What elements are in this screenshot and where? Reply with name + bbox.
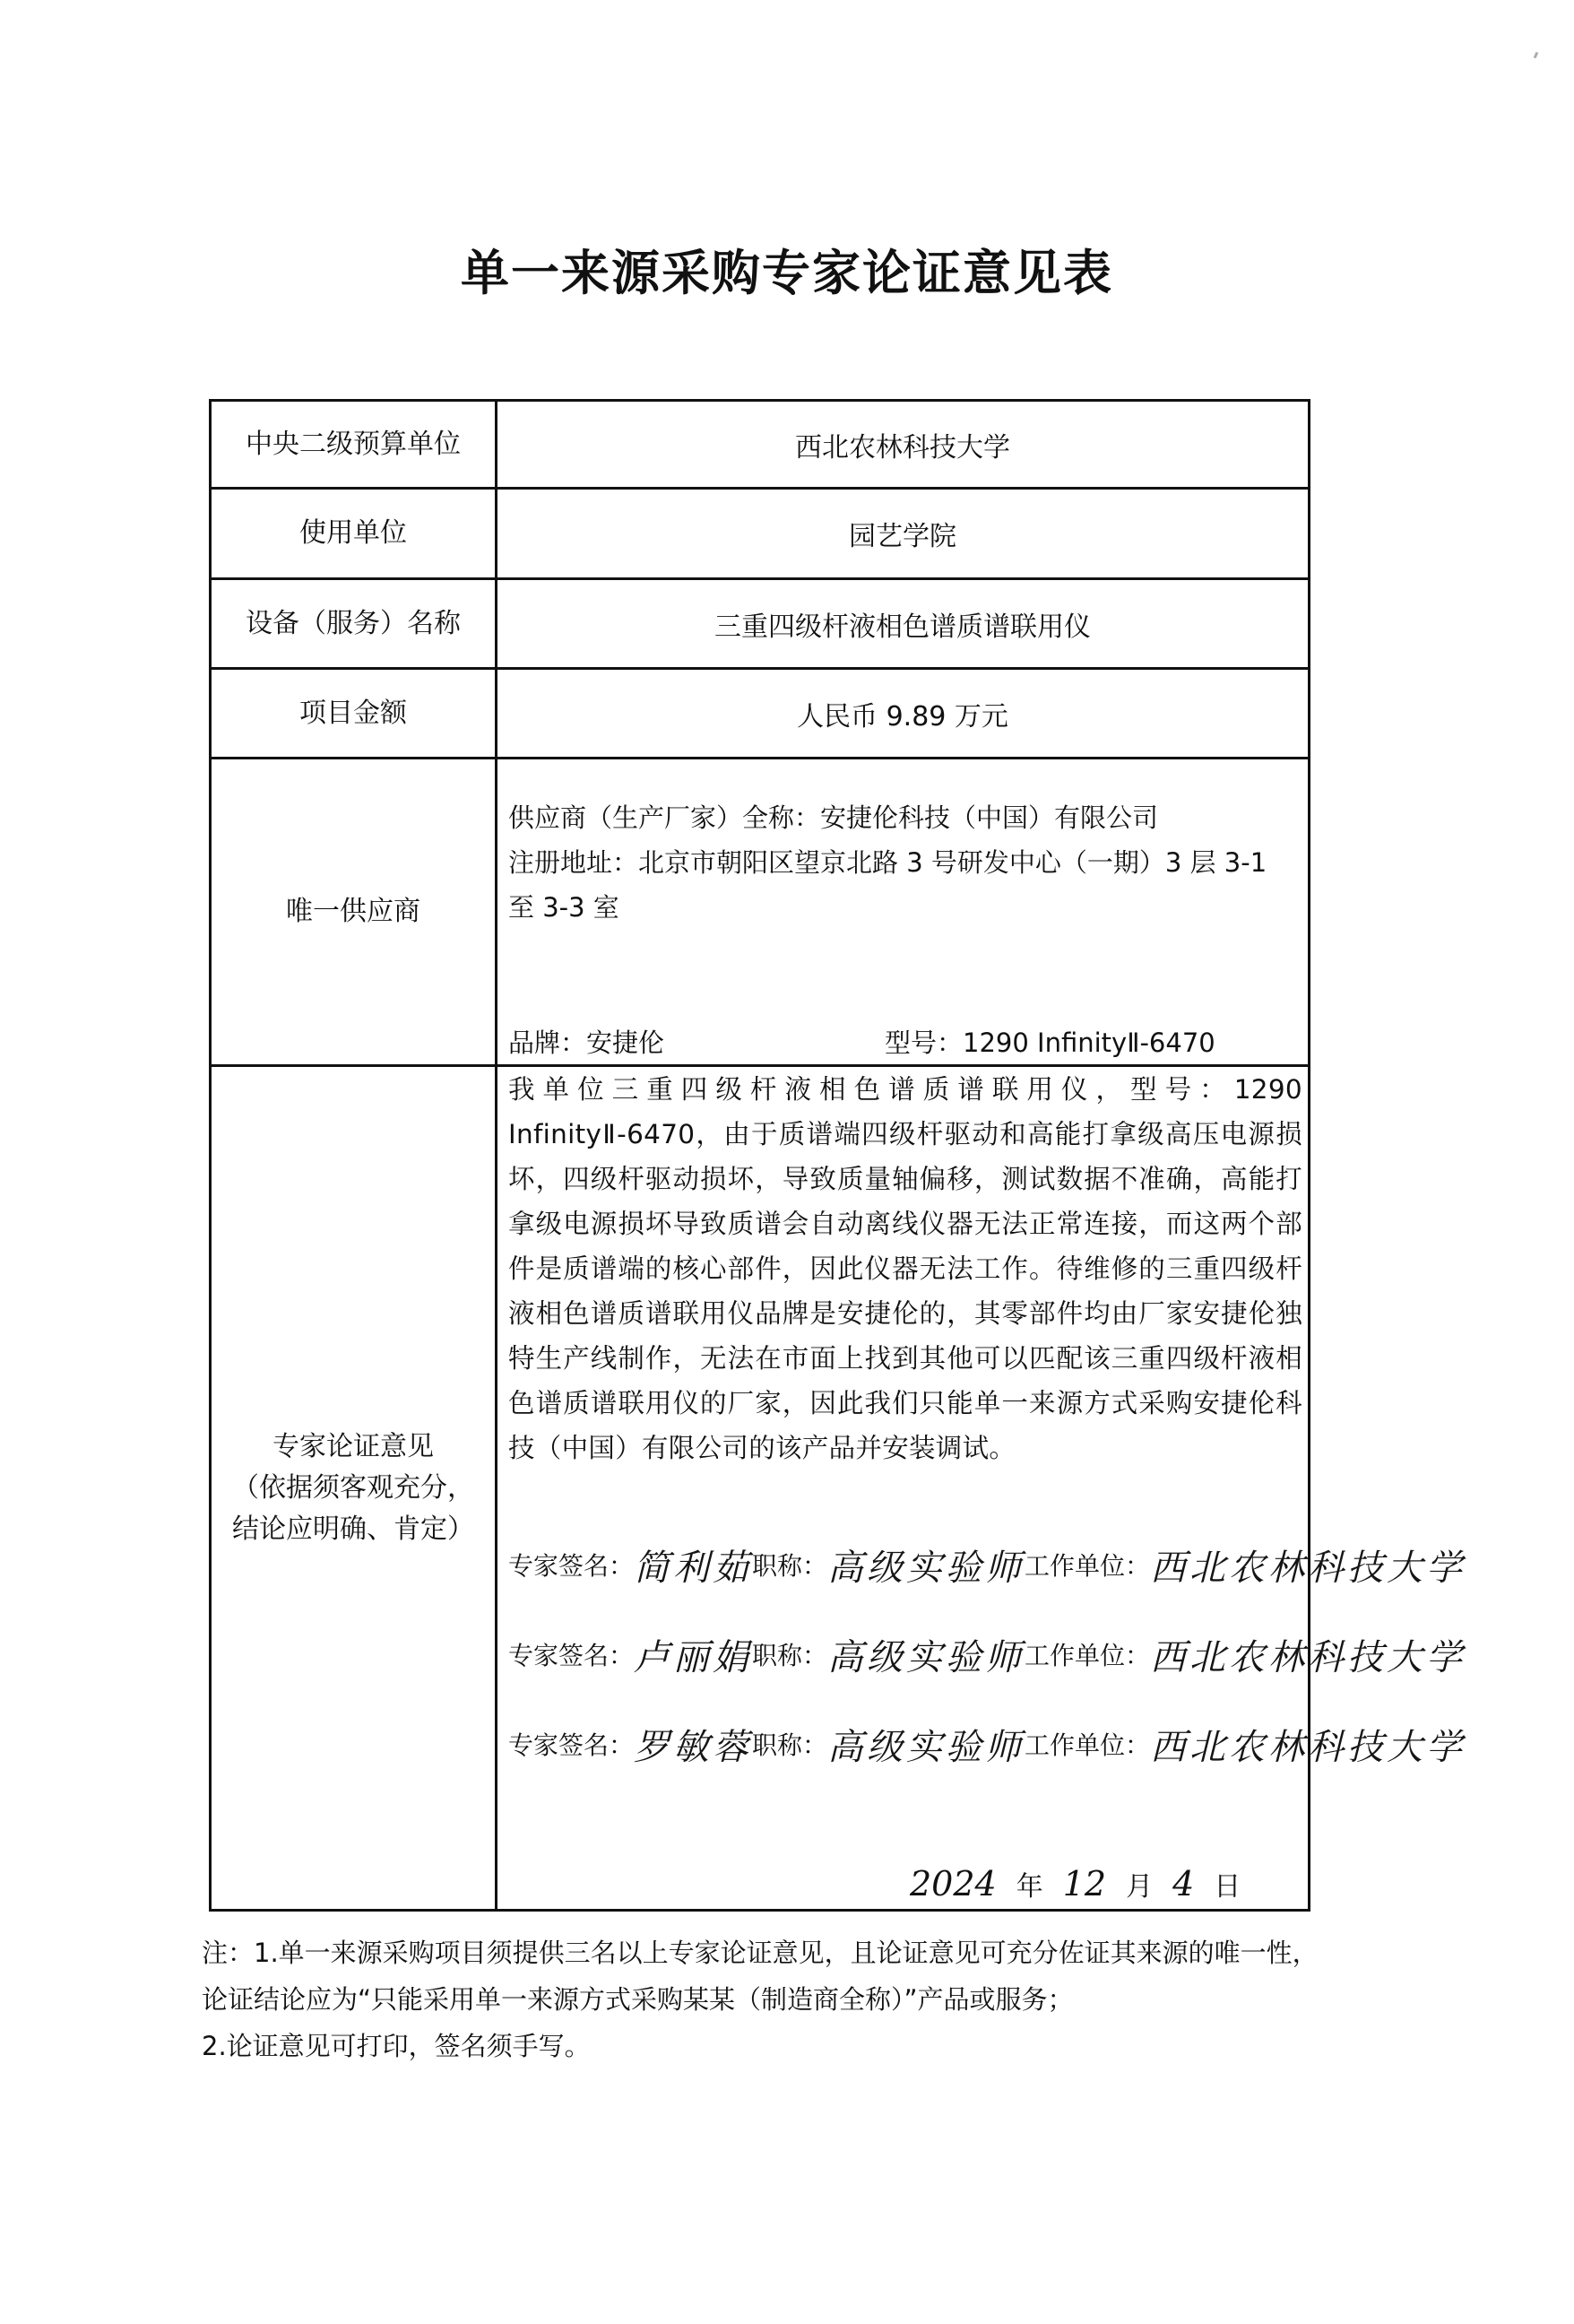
label-user-unit: 使用单位 (211, 489, 497, 579)
expert-signature-row (508, 1713, 1466, 1775)
day-label: 日 (1214, 1871, 1241, 1903)
label-expert-opinion-line1: 专家论证意见 (272, 1430, 434, 1462)
signing-date (910, 1864, 1241, 1903)
handwritten-unit: 西北农林科技大学 (1150, 1547, 1466, 1589)
title-label: 职称： (752, 1730, 828, 1760)
handwritten-day: 4 (1172, 1864, 1195, 1903)
expert-opinion-form-table (209, 399, 1466, 1912)
label-expert-opinion-line3: 结论应明确、肯定） (232, 1513, 474, 1545)
supplier-info (508, 795, 1299, 930)
label-expert-opinion-line2: （依据须客观充分， (232, 1471, 474, 1504)
value-budget-unit: 西北农林科技大学 (497, 401, 1310, 489)
footnotes (202, 1929, 1322, 2069)
value-equipment-name: 三重四级杆液相色谱质谱联用仪 (497, 579, 1310, 669)
handwritten-signature: 简利茹 (634, 1547, 753, 1589)
supplier-brand-model (508, 1023, 1299, 1062)
table-row-sole-supplier (211, 759, 1310, 1066)
table-row-equipment-name (211, 579, 1310, 669)
handwritten-signature: 卢丽娟 (634, 1636, 753, 1678)
value-project-amount: 人民币 9.89 万元 (497, 669, 1310, 759)
expert-signature-row (508, 1623, 1466, 1686)
handwritten-title: 高级实验师 (827, 1636, 1025, 1678)
footnote-1: 注：1.单一来源采购项目须提供三名以上专家论证意见，且论证意见可充分佐证其来源的唯一性，论证结论应为“只能采用单一来源方式采购某某（制造商全称）”产品或服务； (202, 1938, 1319, 2015)
handwritten-title: 高级实验师 (827, 1547, 1025, 1589)
handwritten-signature: 罗敏蓉 (634, 1726, 753, 1768)
year-label: 年 (1016, 1871, 1043, 1903)
label-sole-supplier: 唯一供应商 (211, 759, 497, 1066)
handwritten-title: 高级实验师 (827, 1726, 1025, 1768)
value-user-unit: 园艺学院 (497, 489, 1310, 579)
handwritten-year: 2024 (910, 1864, 997, 1903)
label-budget-unit: 中央二级预算单位 (211, 401, 497, 489)
expert-opinion-cell (497, 1066, 1466, 1911)
signature-label: 专家签名： (508, 1641, 635, 1670)
unit-label: 工作单位： (1025, 1641, 1151, 1670)
supplier-brand: 品牌：安捷伦 (508, 1028, 665, 1058)
table-row-budget-unit (211, 401, 1310, 489)
expert-opinion-text: 我单位三重四级杆液相色谱质谱联用仪，型号：1290 InfinityⅡ-6470，由于质谱端四级杆驱动和高能打拿级高压电源损坏，四级杆驱动损坏，导致质量轴偏移，测试数据不准确，高能打拿级电源损坏导致质谱会自动离线仪器无法正常连接，而这两个部件是质谱端的核心部件，因此仪器无法工作。待维修的三重四级杆液相色谱质谱联用仪品牌是安捷伦的，其零部件均由厂家安捷伦独特生产线制作，无法在市面上找到其他可以匹配该三重四级杆液相色谱质谱联用仪的厂家，因此我们只能单一来源方式采购安捷伦科技（中国）有限公司的该产品并安装调试。 (508, 1074, 1302, 1463)
label-equipment-name: 设备（服务）名称 (211, 579, 497, 669)
title-label: 职称： (752, 1641, 828, 1670)
supplier-address: 注册地址：北京市朝阳区望京北路 3 号研发中心（一期）3 层 3-1 至 3-3 室 (508, 847, 1267, 923)
table-row-user-unit (211, 489, 1310, 579)
supplier-cell (497, 759, 1310, 1066)
scan-speck (1534, 52, 1539, 59)
signature-label: 专家签名： (508, 1551, 635, 1581)
unit-label: 工作单位： (1025, 1730, 1151, 1760)
table-row-expert-opinion (211, 1066, 1310, 1911)
signature-label: 专家签名： (508, 1730, 635, 1760)
label-expert-opinion (211, 1066, 497, 1911)
expert-signature-row (508, 1533, 1466, 1596)
document-title: 单一来源采购专家论证意见表 (461, 244, 1113, 301)
handwritten-unit: 西北农林科技大学 (1150, 1636, 1466, 1678)
unit-label: 工作单位： (1025, 1551, 1151, 1581)
handwritten-month: 12 (1062, 1864, 1107, 1903)
title-label: 职称： (752, 1551, 828, 1581)
footnote-2: 2.论证意见可打印，签名须手写。 (202, 2031, 591, 2061)
table-row-project-amount (211, 669, 1310, 759)
month-label: 月 (1126, 1871, 1154, 1903)
handwritten-unit: 西北农林科技大学 (1150, 1726, 1466, 1768)
supplier-model: 型号：1290 InfinityⅡ-6470 (885, 1028, 1215, 1058)
label-project-amount: 项目金额 (211, 669, 497, 759)
supplier-full-name: 供应商（生产厂家）全称：安捷伦科技（中国）有限公司 (508, 802, 1159, 833)
